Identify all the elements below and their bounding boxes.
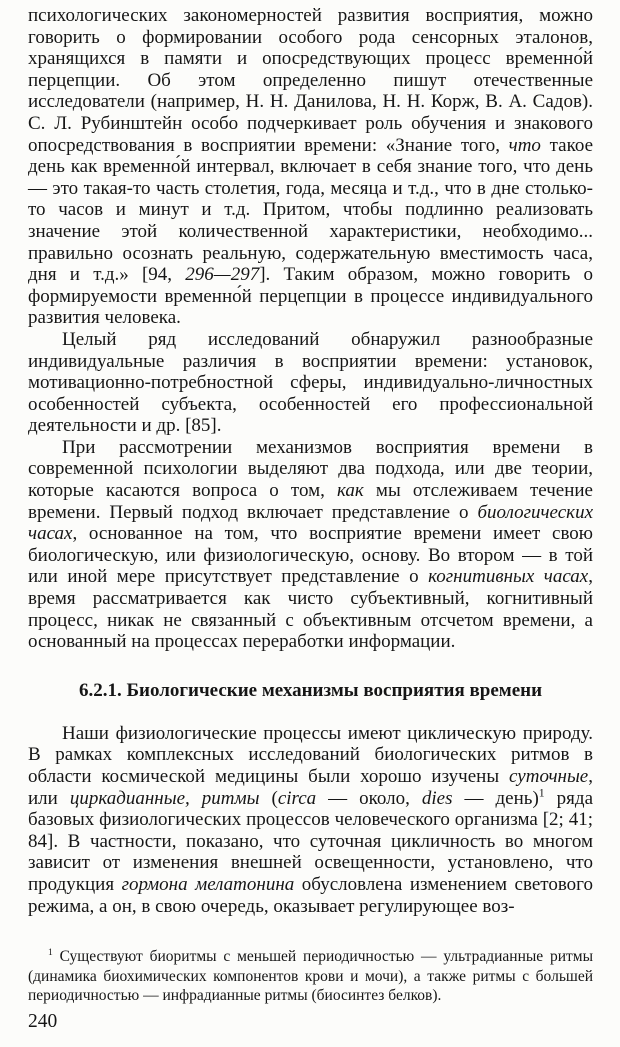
text-column [28,5,593,917]
text-segment: — день) [452,787,539,809]
text-segment: что [508,134,541,156]
text-segment: суточные [508,766,589,787]
section-heading: 6.2.1. Биологические механизмы восприятия времени [78,679,543,701]
text-segment: — около, [316,787,422,809]
text-segment: Существуют биоритмы с меньшей периодичностью — ультрадианные ритмы (динамика биохимических компонентов крови и мочи), а также ритмы с большей периодичностью — инфрадианные ритмы (биосинтез белков). [28,948,593,1005]
footnote [28,947,593,1006]
paragraph [28,437,593,653]
text-segment: , основанное на том, что восприятие времени имеет свою биологическую, или физиологическую, основу. Во втором — в той или иной мере присутствует представление о [28,523,593,588]
text-segment: 296—297 [185,264,260,286]
text-segment: Целый ряд исследований обнаружил разнообразные индивидуальные различия в восприятии времени: установок, мотивационно-потребностной сферы, индивидуально-личностных особенностей субъекта, особенностей его профессиональной деятельности и др. [85]. [28,328,593,437]
text-segment: ряда базовых физиологических процессов человеческого организма [2; 41; 84]. В частности, показано, что суточная цикличность во многом зависит от изменения внешней освещенности, установлено, что продукция [28,787,594,895]
text-segment: как [337,480,364,502]
paragraph [28,329,593,437]
text-segment: , время рассматривается как чисто субъективный, когнитивный процесс, никак не связанный с объективным отсчетом времени, а основанный на процессах переработки информации. [28,566,593,653]
paragraph [28,723,593,917]
text-segment: гормона мелатонина [121,873,295,895]
text-segment: ( [259,787,278,809]
footnote-text [28,947,593,1006]
text-segment: мы отслеживаем течение времени. Первый подход включает представление о [28,480,593,523]
text-segment: такое день как временно́й интервал, включает в себя знание того, что день — это такая-то часть столетия, года, месяца и т.д., что в дне столько-то часов и минут и т.д. Притом, чтобы подлинно реализовать значение этой количественной характеристики, необходимо... правильно осознать реальную, содержательную вместимость часа, дня и т.д.» [94, [28,134,593,286]
paragraph [28,5,593,329]
footnote-marker: 1 [48,947,53,958]
text-segment: , или [28,766,593,809]
page-number: 240 [28,1011,58,1032]
text-segment: circa [277,787,317,809]
text-segment: психологических закономерностей развития восприятия, можно говорить о формировании особого рода сенсорных эталонов, хранящихся в памяти и опосредствующих процесс временно́й перцепции. Об этом определенно пишут отечественные исследователи (например, Н. Н. Данилова, Н. Н. Корж, В. А. Садов). С. Л. Рубинштейн особо подчеркивает роль обучения и знакового опосредствования в восприятии времени: «Знание того, [28,5,593,156]
text-segment: Наши физиологические процессы имеют циклическую природу. В рамках комплексных исследований биологических ритмов в области космической медицины были хорошо изучены [28,722,593,787]
text-segment: биологических часах [28,501,593,545]
text-segment: ]. Таким образом, можно говорить о формируемости временно́й перцепции в процессе индивидуального развития человека. [28,264,593,329]
text-segment: когнитивных часах [428,566,589,588]
text-segment: dies [421,787,453,809]
text-segment: обусловлена изменением светового режима, а он, в свою очередь, оказывает регулирующее воз- [28,873,593,917]
text-segment: циркадианные, ритмы [69,787,260,809]
text-segment: При рассмотрении механизмов восприятия времени в современной психологии выделяют два подхода, или две теории, которые касаются вопроса о том, [28,436,593,502]
footnote-marker: 1 [538,786,545,800]
